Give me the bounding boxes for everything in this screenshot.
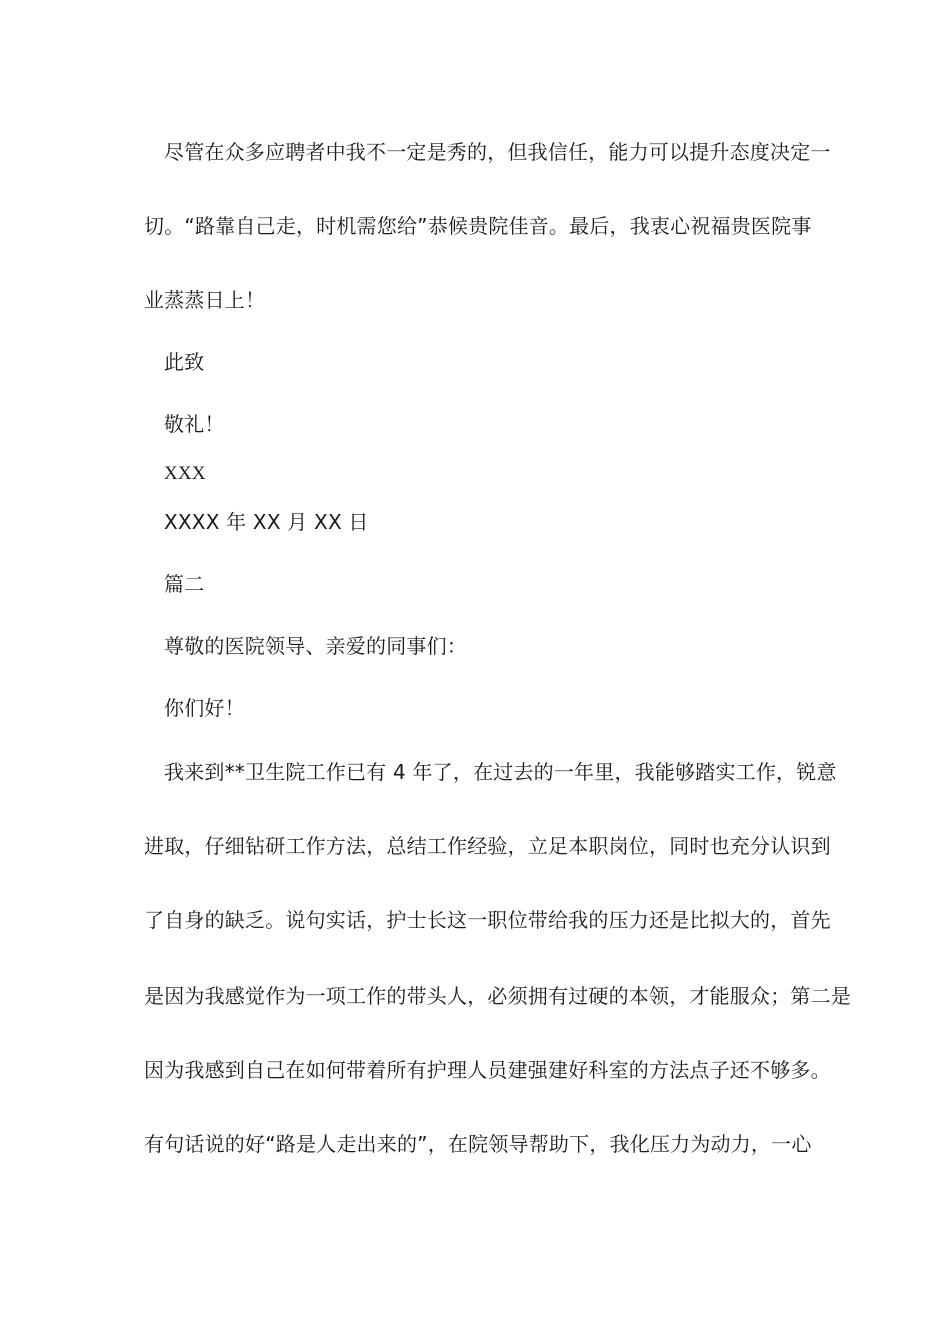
paragraph-line: 尽管在众多应聘者中我不一定是秀的，但我信任，能力可以提升态度决定一 bbox=[164, 140, 831, 164]
paragraph-line: 是因为我感觉作为一项工作的带头人，必须拥有过硬的本领，才能服众；第二是 bbox=[144, 984, 851, 1008]
greeting-line: 尊敬的医院领导、亲爱的同事们： bbox=[164, 634, 467, 658]
paragraph-line: 了自身的缺乏。说句实话，护士长这一职位带给我的压力还是比拟大的，首先 bbox=[144, 908, 831, 932]
paragraph-line: 因为我感到自己在如何带着所有护理人员建强建好科室的方法点子还不够多。 bbox=[144, 1058, 831, 1082]
paragraph-line: 进取，仔细钻研工作方法，总结工作经验，立足本职岗位，同时也充分认识到 bbox=[144, 834, 831, 858]
greeting-line: 你们好！ bbox=[164, 696, 245, 720]
paragraph-line: 业蒸蒸日上！ bbox=[144, 288, 266, 312]
signature-name: XXX bbox=[164, 463, 206, 484]
signature-date: XXXX 年 XX 月 XX 日 bbox=[164, 510, 369, 534]
paragraph-line: 我来到**卫生院工作已有 4 年了，在过去的一年里，我能够踏实工作，锐意 bbox=[164, 760, 837, 784]
closing-phrase: 此致 bbox=[164, 350, 205, 374]
paragraph-line: 有句话说的好“路是人走出来的”，在院领导帮助下，我化压力为动力，一心 bbox=[144, 1132, 812, 1156]
paragraph-line: 切。“路靠自己走，时机需您给”恭候贵院佳音。最后，我衷心祝福贵医院事 bbox=[144, 214, 812, 238]
section-heading: 篇二 bbox=[164, 572, 205, 596]
salutation-closing: 敬礼！ bbox=[164, 412, 225, 436]
